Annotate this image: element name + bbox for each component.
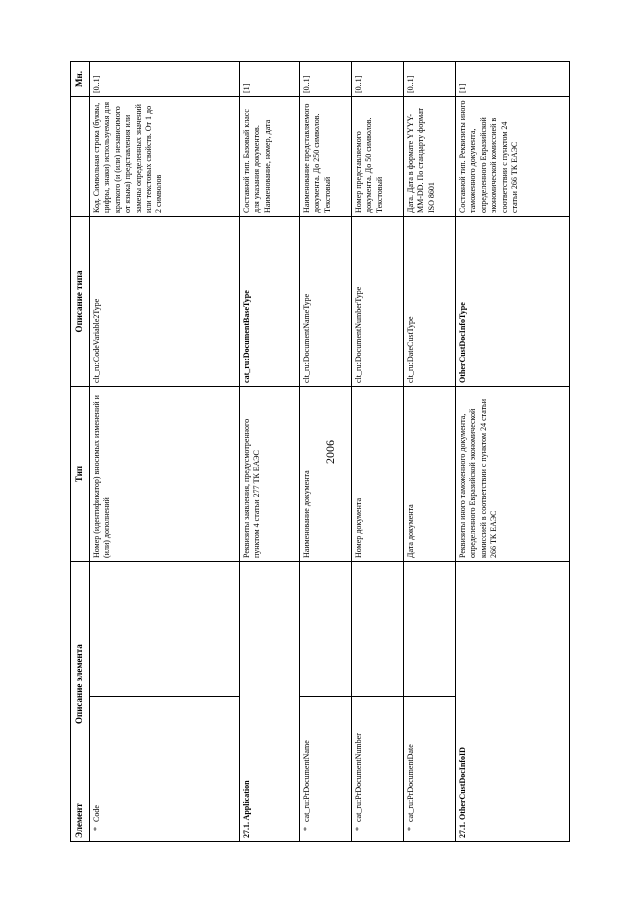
- required-star: *: [92, 827, 101, 831]
- element-description: [404, 561, 456, 696]
- type-cell: Номер документа: [352, 386, 404, 561]
- element-description: [352, 561, 404, 696]
- mult-cell: [1]: [240, 61, 300, 96]
- header-mult: Мн.: [71, 61, 90, 96]
- schema-table: [70, 61, 570, 842]
- mult-cell: [1]: [456, 61, 570, 96]
- details-cell: Номер представляемого документа. До 50 символов. Текстовый: [352, 96, 404, 216]
- table-row: [300, 61, 352, 841]
- table-row: [456, 61, 570, 841]
- required-star: *: [354, 827, 363, 831]
- mult-cell: [0..1]: [352, 61, 404, 96]
- required-star: *: [406, 827, 415, 831]
- table-row: [404, 61, 456, 841]
- header-element-label: Элемент: [74, 803, 85, 838]
- type-desc-cell: OtherCustDocInfoType: [456, 216, 570, 386]
- page-number: 2006: [323, 440, 337, 464]
- mult-cell: [0..1]: [300, 61, 352, 96]
- element-name: cat_ru:PrDocumentDate: [406, 744, 415, 822]
- details-cell: Составной тип. Реквизиты иного таможенного документа, определенного Евразийской экономической комиссией в соответствии с пунктом 24 статьи 266 ТК ЕАЭС: [456, 96, 570, 216]
- details-cell: Код. Символьная строка (буквы, цифры, знаки) используемая для краткого (и (или) независимого от языка) представления или замены определенных значений или текстовых свойств. От 1 до 2 символов: [90, 96, 240, 216]
- header-element: [71, 561, 90, 841]
- type-cell: Реквизиты заявления, предусмотренного пунктом 4 статьи 277 ТК ЕАЭС: [240, 386, 300, 561]
- type-cell: Дата документа: [404, 386, 456, 561]
- header-mult-desc: [71, 96, 90, 216]
- element-cell: [352, 697, 404, 842]
- type-cell: Наименование документа: [300, 386, 352, 561]
- type-cell: Реквизиты иного таможенного документа, определенного Евразийской экономической комиссией в соответствии с пунктом 24 статьи 266 ТК ЕАЭС: [456, 386, 570, 561]
- table-row: [90, 61, 240, 841]
- type-desc-cell: cat_ru:DocumentBaseType: [240, 216, 300, 386]
- element-name: 27.1. OtherCustDocInfoID: [458, 747, 467, 838]
- element-cell: [90, 697, 240, 842]
- header-type-desc: Описание типа: [71, 216, 90, 386]
- required-star: *: [302, 827, 311, 831]
- type-desc-cell: clt_ru:DateCustType: [404, 216, 456, 386]
- element-cell: [300, 697, 352, 842]
- element-name: cat_ru:PrDocumentNumber: [354, 733, 363, 822]
- element-description: [90, 561, 240, 696]
- table-row: [240, 61, 300, 841]
- type-desc-cell: clt_ru:DocumentNameType: [300, 216, 352, 386]
- header-type: Тип: [71, 386, 90, 561]
- mult-cell: [0..1]: [90, 61, 240, 96]
- element-cell: [240, 561, 300, 841]
- mult-cell: [0..1]: [404, 61, 456, 96]
- table-header-row: [71, 61, 90, 841]
- element-name: cat_ru:PrDocumentName: [302, 740, 311, 822]
- element-cell: [404, 697, 456, 842]
- type-desc-cell: clt_ru:CodeVariable2Type: [90, 216, 240, 386]
- element-name: 27.1. Application: [242, 780, 251, 838]
- element-description: [300, 561, 352, 696]
- type-desc-cell: clt_ru:DocumentNumberType: [352, 216, 404, 386]
- type-cell: Номер (идентификатор) вносимых изменений и (или) дополнений: [90, 386, 240, 561]
- header-element-desc-label: Описание элемента: [74, 644, 85, 724]
- element-name: Code: [92, 805, 101, 822]
- element-cell: [456, 561, 570, 841]
- rotated-table-container: [70, 62, 570, 842]
- details-cell: Дата. Дата в формате YYYY-MM-DD. По стандарту формат ISO 8601: [404, 96, 456, 216]
- table-row: [352, 61, 404, 841]
- details-cell: Составной тип. Базовый класс для указания документов. Наименование, номер, дата: [240, 96, 300, 216]
- details-cell: Наименование представляемого документа. До 250 символов. Текстовый: [300, 96, 352, 216]
